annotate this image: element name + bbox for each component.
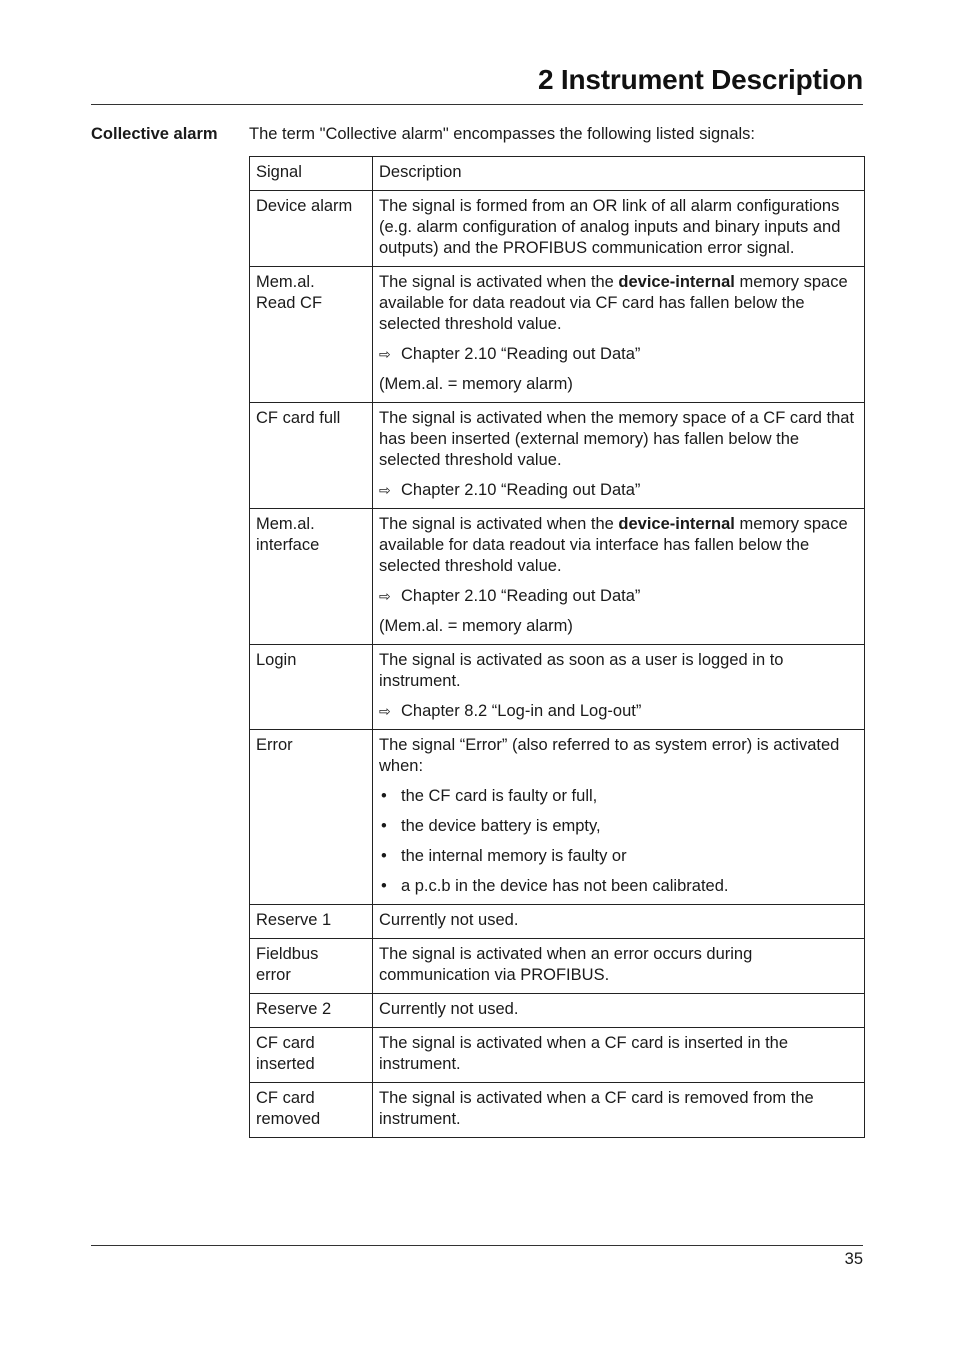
chapter-reference: [379, 480, 858, 501]
signal-cell: Mem.al. Read CF: [250, 267, 373, 403]
arrow-right-icon: ⇨: [379, 703, 391, 719]
description-text: The signal is activated when a CF card is removed from the instrument.: [379, 1089, 814, 1128]
description-text: The signal is formed from an OR link of all alarm configurations (e.g. alarm configuration of analog inputs and binary inputs and outputs) and the PROFIBUS communication error signal.: [379, 197, 841, 257]
description-cell: [373, 994, 865, 1028]
table-row: [250, 191, 865, 267]
arrow-right-icon: ⇨: [379, 482, 391, 498]
signal-cell: CF card inserted: [250, 1028, 373, 1083]
arrow-right-icon: ⇨: [379, 346, 391, 362]
description-text: [379, 514, 858, 577]
text-segment: memory space available for data readout via CF card has fallen below the selected threshold value.: [379, 273, 848, 333]
signal-cell: Login: [250, 645, 373, 730]
table-row: [250, 1028, 865, 1083]
description-cell: [373, 905, 865, 939]
column-header-description: Description: [373, 157, 865, 191]
chapter-reference-text: Chapter 2.10 “Reading out Data”: [401, 345, 641, 363]
description-cell: [373, 730, 865, 905]
description-cell: [373, 267, 865, 403]
table-header-row: [250, 157, 865, 191]
chapter-reference: [379, 344, 858, 365]
list-item-text: the internal memory is faulty or: [401, 847, 627, 865]
section-intro: The term "Collective alarm" encompasses the following listed signals:: [249, 125, 756, 143]
bullet-icon: •: [381, 787, 387, 805]
description-text: The signal “Error” (also referred to as system error) is activated when:: [379, 736, 840, 775]
description-cell: [373, 1083, 865, 1138]
table-row: [250, 509, 865, 645]
signals-table: [249, 156, 865, 1138]
description-text: Currently not used.: [379, 1000, 519, 1018]
bullet-icon: •: [381, 817, 387, 835]
chapter-reference: [379, 701, 858, 722]
page-number: 35: [844, 1250, 863, 1268]
header-divider: [91, 104, 863, 105]
description-cell: [373, 939, 865, 994]
list-item: [379, 876, 858, 897]
table-row: [250, 939, 865, 994]
signal-cell: Device alarm: [250, 191, 373, 267]
chapter-reference: [379, 586, 858, 607]
bullet-icon: •: [381, 877, 387, 895]
description-cell: [373, 509, 865, 645]
description-text: The signal is activated as soon as a user is logged in to instrument.: [379, 651, 784, 690]
table-row: [250, 403, 865, 509]
description-cell: [373, 191, 865, 267]
page-title: 2 Instrument Description: [537, 64, 863, 95]
signal-cell: Error: [250, 730, 373, 905]
chapter-reference-text: Chapter 2.10 “Reading out Data”: [401, 481, 641, 499]
description-cell: [373, 1028, 865, 1083]
signal-cell: Reserve 2: [250, 994, 373, 1028]
table-row: [250, 730, 865, 905]
list-item: [379, 786, 858, 807]
text-segment: The signal is activated when the: [379, 273, 619, 291]
bullet-icon: •: [381, 847, 387, 865]
section-label: Collective alarm: [91, 125, 218, 143]
list-item: [379, 846, 858, 867]
footer-divider: [91, 1245, 863, 1246]
table-body: [250, 191, 865, 1138]
description-text: (Mem.al. = memory alarm): [379, 617, 573, 635]
emphasized-text: device-internal: [618, 515, 735, 533]
arrow-right-icon: ⇨: [379, 588, 391, 604]
description-text: The signal is activated when an error occurs during communication via PROFIBUS.: [379, 945, 753, 984]
description-text: (Mem.al. = memory alarm): [379, 375, 573, 393]
table-row: [250, 1083, 865, 1138]
list-item-text: a p.c.b in the device has not been calibrated.: [401, 877, 729, 895]
column-header-signal: Signal: [250, 157, 373, 191]
signal-cell: Mem.al. interface: [250, 509, 373, 645]
signal-cell: Reserve 1: [250, 905, 373, 939]
description-text: Currently not used.: [379, 911, 519, 929]
table-row: [250, 905, 865, 939]
description-text: The signal is activated when a CF card is inserted in the instrument.: [379, 1034, 789, 1073]
signal-cell: CF card removed: [250, 1083, 373, 1138]
table-row: [250, 645, 865, 730]
list-item-text: the device battery is empty,: [401, 817, 601, 835]
description-text: The signal is activated when the memory space of a CF card that has been inserted (external memory) has fallen below the selected threshold value.: [379, 409, 855, 469]
text-segment: The signal is activated when the: [379, 515, 619, 533]
description-cell: [373, 403, 865, 509]
table-row: [250, 267, 865, 403]
emphasized-text: device-internal: [618, 273, 735, 291]
signal-cell: CF card full: [250, 403, 373, 509]
list-item-text: the CF card is faulty or full,: [401, 787, 598, 805]
chapter-reference-text: Chapter 2.10 “Reading out Data”: [401, 587, 641, 605]
chapter-reference-text: Chapter 8.2 “Log-in and Log-out”: [401, 702, 642, 720]
description-text: [379, 272, 858, 335]
table-row: [250, 994, 865, 1028]
description-cell: [373, 645, 865, 730]
text-segment: memory space available for data readout via interface has fallen below the selected threshold value.: [379, 515, 848, 575]
signal-cell: Fieldbus error: [250, 939, 373, 994]
list-item: [379, 816, 858, 837]
